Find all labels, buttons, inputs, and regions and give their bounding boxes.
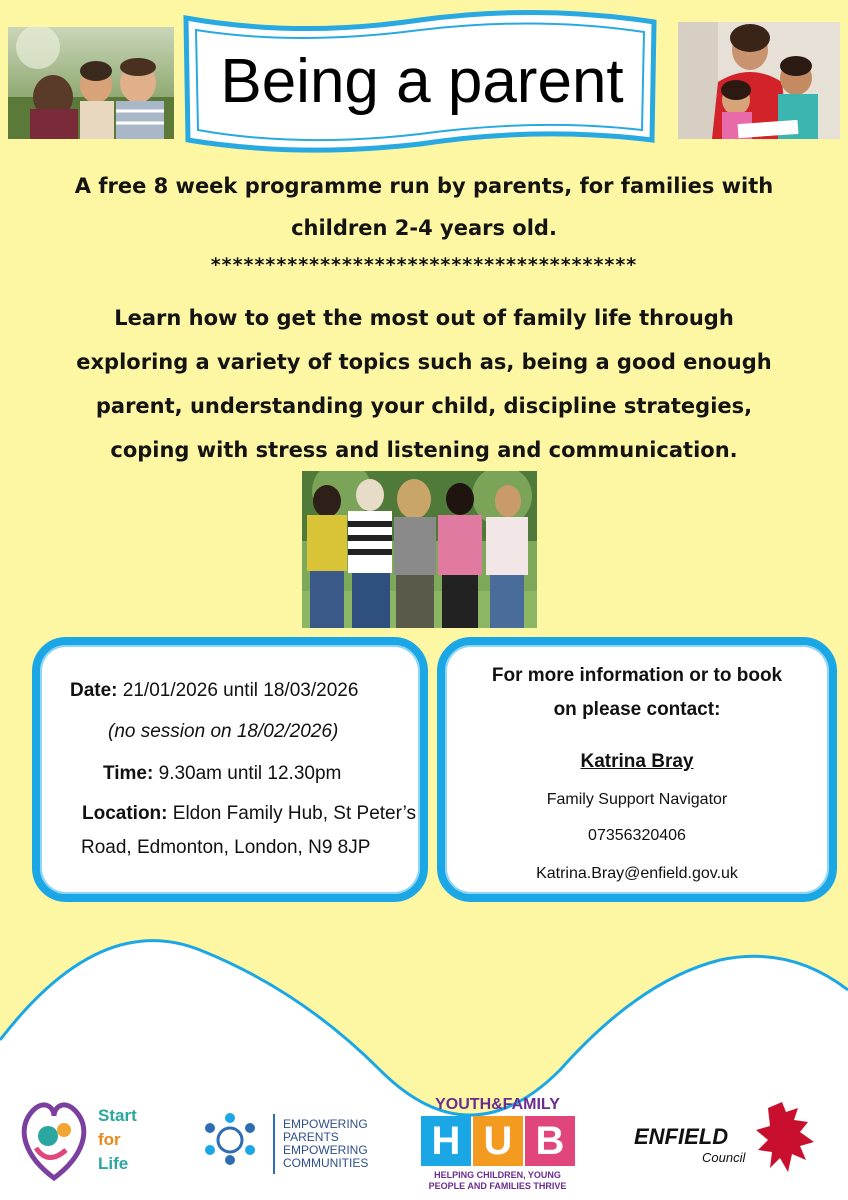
enfield-wordmark: ENFIELD	[634, 1124, 729, 1149]
logo-word: EMPOWERING	[283, 1117, 368, 1131]
hub-top-text: YOUTH&FAMILY	[435, 1096, 560, 1113]
time-value: 9.30am until 12.30pm	[153, 763, 342, 784]
contact-heading: For more information or to book	[491, 665, 783, 686]
contact-name: Katrina Bray	[580, 751, 694, 772]
date-label: Date:	[70, 680, 118, 701]
description-line: parent, understanding your child, discipline strategies,	[95, 394, 753, 418]
star-divider: ***************************************	[210, 254, 638, 276]
empowering-logo	[195, 1110, 395, 1180]
logo-word: Start	[98, 1106, 137, 1125]
heart-icon	[14, 1086, 94, 1186]
group-photo	[302, 471, 537, 628]
no-session-note: (no session on 18/02/2026)	[108, 721, 339, 742]
enfield-council-logo	[630, 1098, 835, 1178]
page-title: Being a parent	[220, 47, 624, 116]
date-row	[70, 680, 358, 702]
start-for-life-logo	[14, 1086, 164, 1186]
location-row	[82, 803, 416, 825]
location-row-2: Road, Edmonton, London, N9 8JP	[81, 837, 371, 858]
reading-photo	[678, 22, 840, 139]
hub-tagline: HELPING CHILDREN, YOUNG	[434, 1170, 561, 1180]
family-photo	[8, 27, 174, 139]
contact-phone[interactable]: 07356320406	[588, 827, 686, 844]
date-value: 21/01/2026 until 18/03/2026	[117, 680, 359, 701]
logo-word: EMPOWERING	[283, 1143, 368, 1157]
contact-role: Family Support Navigator	[546, 791, 728, 808]
contact-email[interactable]: Katrina.Bray@enfield.gov.uk	[536, 865, 738, 882]
time-row	[103, 763, 341, 785]
description-line: coping with stress and listening and communication.	[110, 438, 738, 462]
session-details-card	[32, 637, 428, 902]
logo-word: Life	[98, 1154, 129, 1173]
enfield-beast-icon	[748, 1098, 828, 1178]
hub-tagline: PEOPLE AND FAMILIES THRIVE	[428, 1181, 567, 1191]
council-wordmark: Council	[702, 1150, 746, 1165]
logo-word: for	[98, 1130, 121, 1149]
location-label: Location:	[82, 803, 168, 824]
contact-card	[437, 637, 837, 902]
hub-letter: H	[421, 1116, 471, 1166]
hub-letter: B	[525, 1116, 575, 1166]
location-value: Eldon Family Hub, St Peter’s	[167, 803, 417, 824]
contact-heading: on please contact:	[553, 699, 721, 720]
youth-family-hub-logo	[415, 1096, 580, 1196]
time-label: Time:	[103, 763, 154, 784]
logo-word: COMMUNITIES	[283, 1156, 369, 1170]
intro-line: children 2-4 years old.	[291, 216, 557, 240]
description-line: exploring a variety of topics such as, being a good enough	[76, 350, 772, 374]
people-circle-icon	[195, 1110, 265, 1170]
description-line: Learn how to get the most out of family life through	[114, 306, 734, 330]
intro-line: A free 8 week programme run by parents, for families with	[74, 174, 774, 198]
hub-letter: U	[473, 1116, 523, 1166]
logo-word: PARENTS	[283, 1130, 339, 1144]
